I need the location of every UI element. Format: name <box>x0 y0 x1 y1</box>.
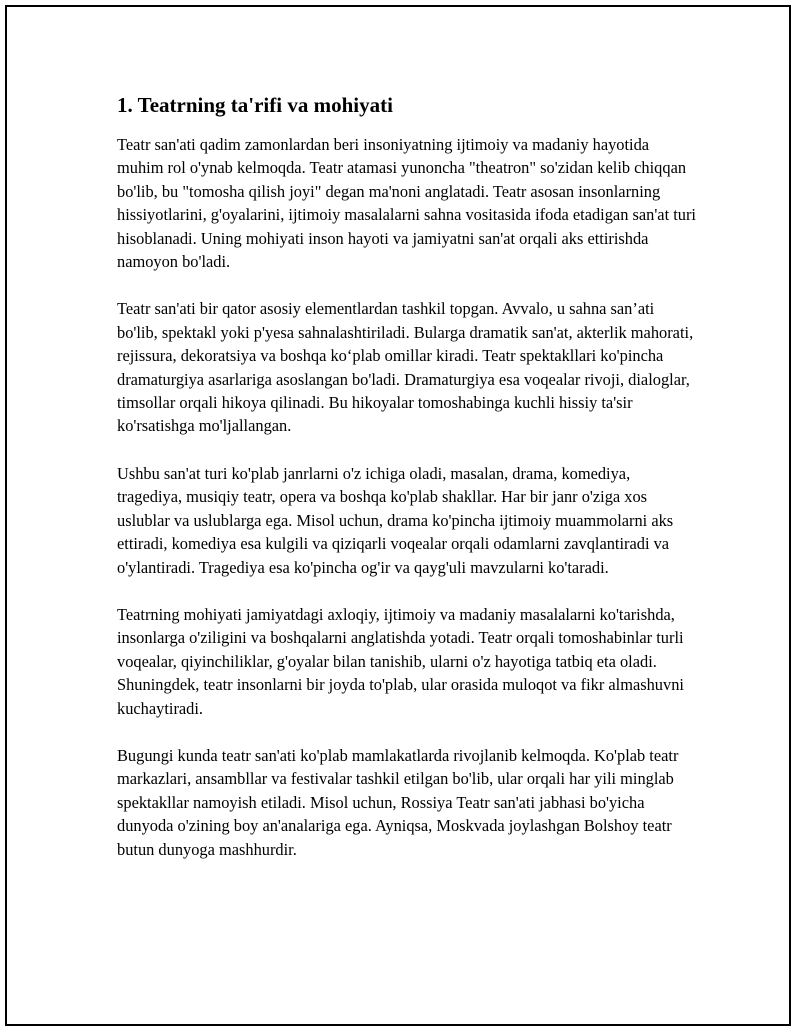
paragraph-5: Bugungi kunda teatr san'ati ko'plab mamlakatlarda rivojlanib kelmoqda. Ko'plab teatr markazlari, ansambllar va festivalar tashkil etilgan bo'lib, ular orqali har yili minglab spektakllar namoyish etiladi. Misol uchun, Rossiya Teatr san'ati jabhasi bo'yicha dunyoda o'zining boy an'analariga ega. Ayniqsa, Moskvada joylashgan Bolshoy teatr butun dunyoga mashhurdir. <box>117 745 679 859</box>
paragraph-3: Ushbu san'at turi ko'plab janrlarni o'z ichiga oladi, masalan, drama, komediya, tragediya, musiqiy teatr, opera va boshqa ko'plab shakllar. Har bir janr o'ziga xos uslublar va uslublarga ega. Misol uchun, drama ko'pincha ijtimoiy muammolarni aks ettiradi, komediya esa kulgili va qiziqarli voqealar orqali odamlarni zavqlantiradi va o'ylantiradi. Tragediya esa ko'pincha og'ir va qayg'uli mavzularni ko'taradi. <box>117 463 674 577</box>
paragraph-2: Teatr san'ati bir qator asosiy elementlardan tashkil topgan. Avvalo, u sahna san’ati bo'lib, spektakl yoki p'yesa sahnalashtiriladi. Bularga dramatik san'at, akterlik mahorati, rejissura, dekoratsiya va boshqa ko‘plab omillar kiradi. Teatr spektakllari ko'pincha dramaturgiya asarlariga asoslangan bo'ladi. Dramaturgiya esa voqealar rivoji, dialoglar, timsollar orqali hikoya qilinadi. Bu hikoyalar tomoshabinga kuchli hissiy ta'sir ko'rsatishga mo'ljallangan. <box>117 299 694 436</box>
section-heading: 1. Teatrning ta'rifi va mohiyati <box>117 93 393 117</box>
document-body <box>117 91 697 885</box>
paragraph-1: Teatr san'ati qadim zamonlardan beri insoniyatning ijtimoiy va madaniy hayotida muhim rol o'ynab kelmoqda. Teatr atamasi yunoncha "theatron" so'zidan kelib chiqqan bo'lib, bu "tomosha qilish joyi" degan ma'noni anglatadi. Teatr asosan insonlarning hissiyotlarini, g'oyalarini, ijtimoiy masalalarni sahna vositasida ifoda etadigan san'at turi hisoblanadi. Uning mohiyati inson hayoti va jamiyatni san'at orqali aks ettirishda namoyon bo'ladi. <box>117 135 696 272</box>
paragraph-4: Teatrning mohiyati jamiyatdagi axloqiy, ijtimoiy va madaniy masalalarni ko'tarishda, insonlarga o'ziligini va boshqalarni anglatishda yotadi. Teatr orqali tomoshabinlar turli voqealar, qiyinchiliklar, g'oyalar bilan tanishib, ularni o'z hayotiga tatbiq eta oladi. Shuningdek, teatr insonlarni bir joyda to'plab, ular orasida muloqot va fikr almashuvni kuchaytiradi. <box>117 604 684 718</box>
